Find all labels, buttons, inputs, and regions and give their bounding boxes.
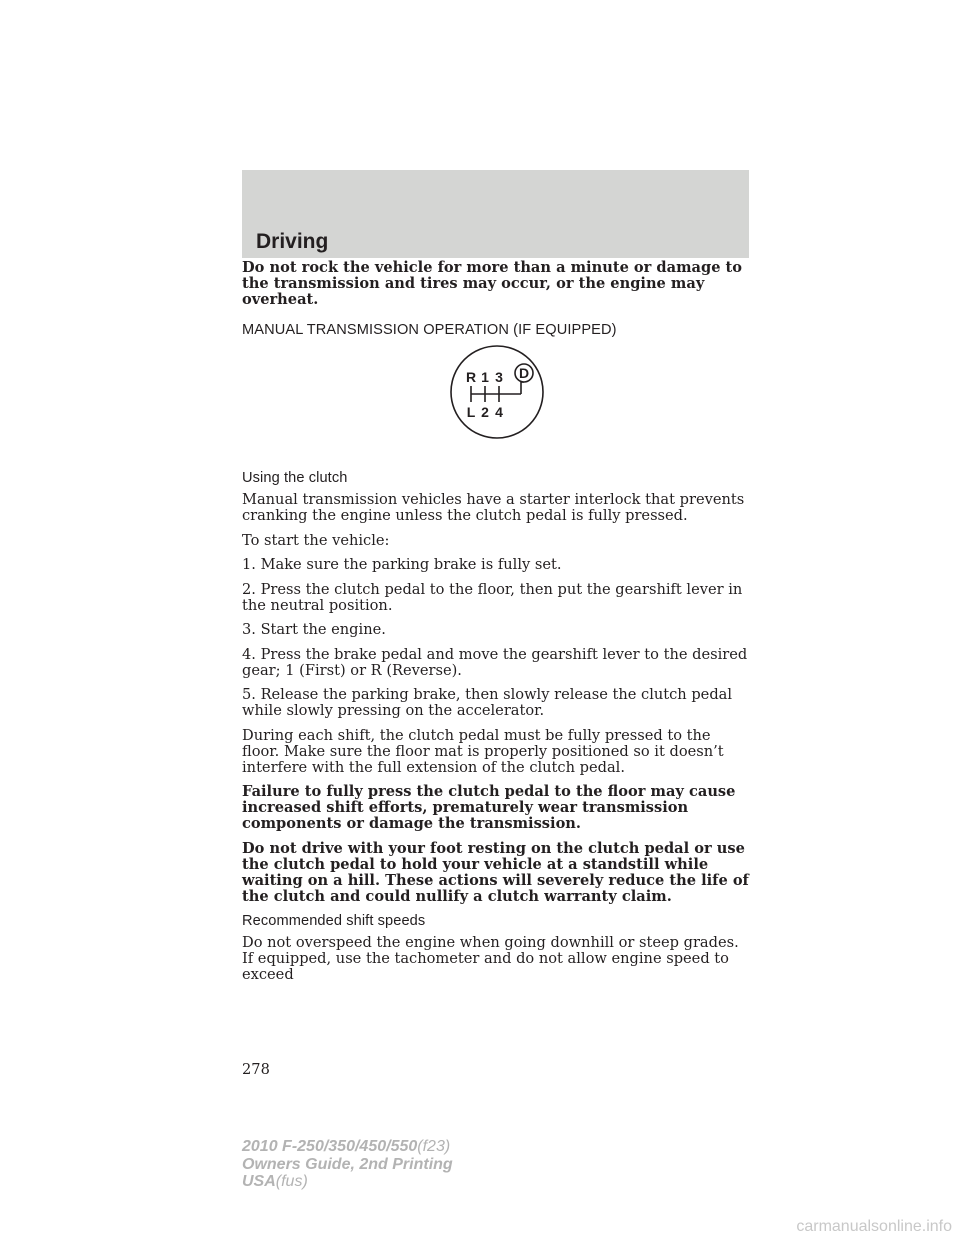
gear-label-3: 3 [495,369,503,385]
heading-using-clutch: Using the clutch [242,470,348,486]
step-item: 3. Start the engine. [242,621,386,638]
footer-region-code: (fus) [275,1173,308,1190]
section-header-band [242,170,749,258]
step-item: 1. Make sure the parking brake is fully set. [242,556,562,573]
warning-failure: Failure to fully press the clutch pedal to the floor may cause increased shift efforts, prematurely wear transmission components or damage the transmission. [242,783,736,832]
footer-line-guide: Owners Guide, 2nd Printing [242,1155,453,1173]
gear-label-r: R [465,369,477,385]
para-each-shift: During each shift, the clutch pedal must be fully pressed to the floor. Make sure the floor mat is properly positioned so it doesn’t interfere with the full extension of the clutch pedal. [242,726,724,776]
shift-knob-outline [451,346,543,438]
gear-label-l: L [466,404,476,420]
page-number: 278 [242,1061,270,1078]
gear-label-4: 4 [495,404,503,420]
footer-line-region [242,1173,453,1191]
section-title: Driving [256,230,329,253]
footer-model-code: (f23) [417,1138,451,1155]
warning-foot-resting: Do not drive with your foot resting on the clutch pedal or use the clutch pedal to hold your vehicle at a standstill while waiting on a hill. These actions will severely reduce the life of the clutch and could nullify a clutch warranty claim. [242,839,749,905]
gear-label-d: D [518,365,530,381]
page-content [242,260,752,992]
footer-line-model [242,1138,453,1156]
warning-rocking: Do not rock the vehicle for more than a minute or damage to the transmission and tires may occur, or the engine may overheat. [242,259,743,308]
shift-pattern-diagram [449,344,545,440]
heading-shift-speeds: Recommended shift speeds [242,913,426,929]
step-item: 4. Press the brake pedal and move the gearshift lever to the desired gear; 1 (First) or R (Reverse). [242,645,748,679]
print-footer [242,1138,453,1191]
para-starter-interlock: Manual transmission vehicles have a starter interlock that prevents cranking the engine unless the clutch pedal is fully pressed. [242,491,745,524]
step-item: 5. Release the parking brake, then slowly release the clutch pedal while slowly pressing on the accelerator. [242,686,733,719]
para-overspeed: Do not overspeed the engine when going downhill or steep grades. If equipped, use the tachometer and do not allow engine speed to exceed [242,934,739,983]
gear-label-1: 1 [481,369,489,385]
heading-manual-transmission: MANUAL TRANSMISSION OPERATION (IF EQUIPPED) [242,322,617,338]
site-watermark: carmanualsonline.info [796,1218,952,1235]
footer-region: USA [242,1173,276,1190]
step-item: 2. Press the clutch pedal to the floor, then put the gearshift lever in the neutral position. [242,580,743,614]
footer-model: 2010 F-250/350/450/550 [242,1138,418,1155]
para-to-start: To start the vehicle: [242,531,390,549]
shift-pattern-figure [242,344,752,456]
gear-label-2: 2 [481,404,489,420]
